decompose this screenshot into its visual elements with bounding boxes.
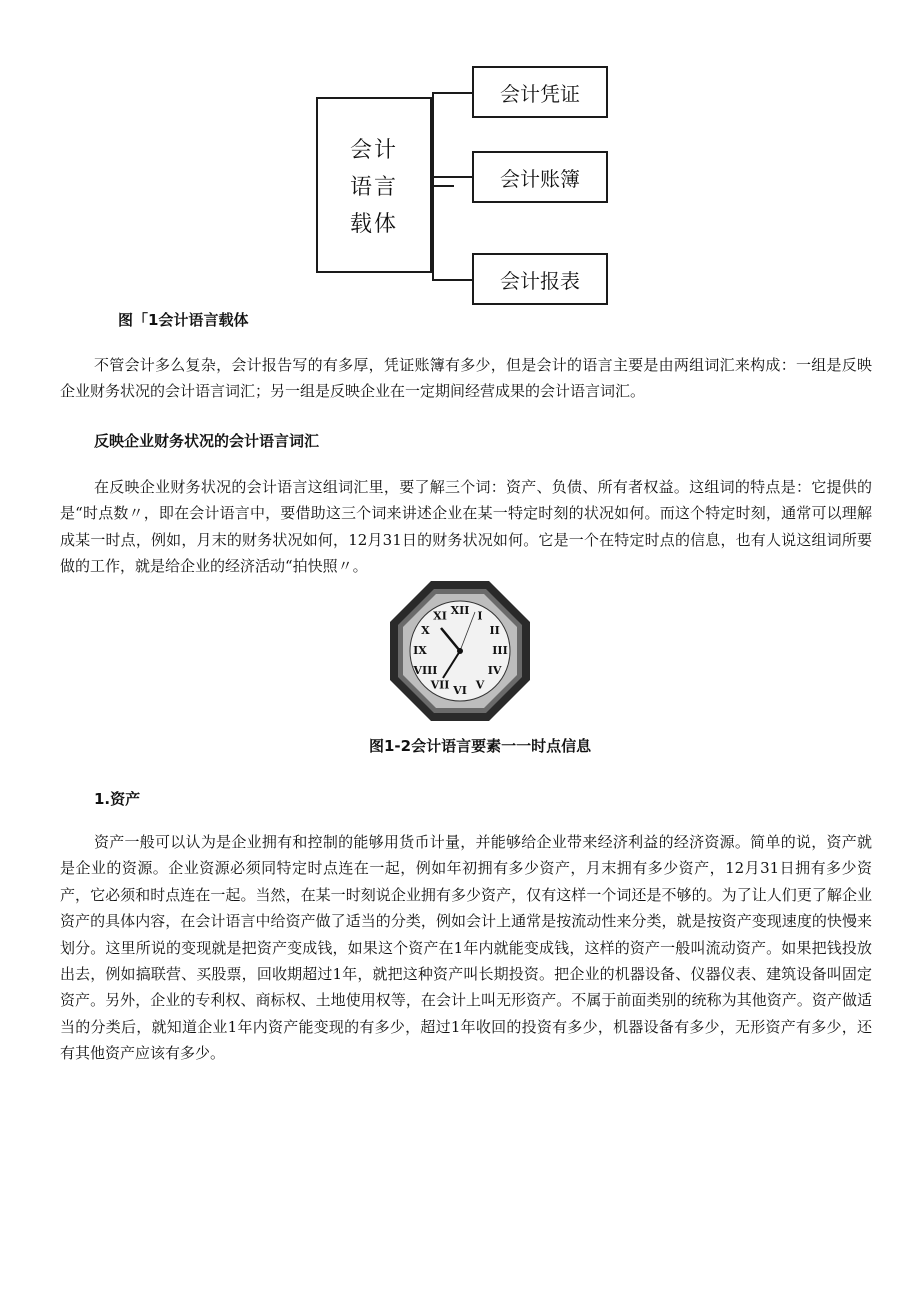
main-label-line-1: 会计 [349,137,398,163]
clock-center [457,648,463,654]
clock-numeral: IX [413,644,427,657]
clock-numeral: II [489,624,500,637]
clock-numeral: VIII [413,664,438,677]
main-box-accounting-language-carrier [316,97,432,273]
paragraph-assets: 资产一般可以认为是企业拥有和控制的能够用货币计量，并能够给企业带来经济利益的经济资源。简单的说，资产就是企业的资源。企业资源必须同特定时点连在一起，例如年初拥有多少资产，月末拥有多少资产，12月31日拥有多少资产，它必须和时点连在一起。当然，在某一时刻说企业拥有多少资产，仅有这样一个词还是不够的。为了让人们更了解企业资产的具体内容，在会计语言中给资产做了适当的分类，例如会计上通常是按流动性来分类，就是按资产变现速度的快慢来划分。这里所说的变现就是把资产变成钱，如果这个资产在1年内就能变成钱，这样的资产一般叫流动资产。如果把钱投放出去，例如搞联营、买股票，回收期超过1年，就把这种资产叫长期投资。把企业的机器设备、仪器仪表、建筑设备叫固定资产。另外，企业的专利权、商标权、土地使用权等，在会计上叫无形资产。不属于前面类别的统称为其他资产。资产做适当的分类后，就知道企业1年内资产能变现的有多少，超过1年收回的投资有多少，机器设备有多少，无形资产有多少，还有其他资产应该有多少。 [60,833,872,1063]
clock-numeral: XI [433,609,447,623]
connector-main [432,185,454,187]
clock-svg [389,580,531,722]
clock-numeral: XII [450,604,470,617]
figure-1-caption: 图「1会计语言载体 [118,311,249,329]
clock-numeral: VII [430,678,450,692]
branch-label-statements: 会计报表 [500,268,580,293]
connector-vertical [432,92,434,280]
section-heading: 反映企业财务状况的会计语言词汇 [94,432,320,450]
branch-label-ledgers: 会计账簿 [500,166,580,191]
paragraph-financial-position: 在反映企业财务状况的会计语言这组词汇里，要了解三个词：资产、负债、所有者权益。这组词的特点是：它提供的是“时点数〃，即在会计语言中，要借助这三个词来讲述企业在某一特定时刻的状况如何。而这个特定时刻，通常可以理解成某一时点，例如，月末的财务状况如何，12月31日的财务状况如何。它是一个在特定时点的信息，也有人说这组词所要做的工作，就是给企业的经济活动“拍快照〃。 [60,478,872,576]
clock-numeral: III [492,644,508,657]
clock-numeral: X [421,624,430,637]
clock-numeral: IV [487,664,502,677]
branch-label-vouchers: 会计凭证 [500,81,580,106]
branch-box-vouchers [472,66,608,118]
main-label-line-2: 语言 [349,174,398,200]
clock-numeral: I [477,609,483,623]
branch-box-statements [472,253,608,305]
branch-box-ledgers [472,151,608,203]
subheading-assets [94,788,140,809]
connector-branch-1 [432,92,472,94]
figure-2-caption: 图1-2会计语言要素一一时点信息 [369,737,592,755]
connector-branch-3 [432,279,472,281]
connector-branch-2 [432,176,472,178]
clock-numeral: VI [453,684,467,697]
paragraph-intro: 不管会计多么复杂，会计报告写的有多厚，凭证账簿有多少，但是会计的语言主要是由两组词汇来构成：一组是反映企业财务状况的会计语言词汇；另一组是反映企业在一定期间经营成果的会计语言词汇。 [60,356,872,401]
subheading-assets-text: 1.资产 [94,790,141,808]
clock-illustration [389,580,531,722]
clock-numeral: V [475,678,485,692]
main-label-line-3: 载体 [349,211,398,237]
